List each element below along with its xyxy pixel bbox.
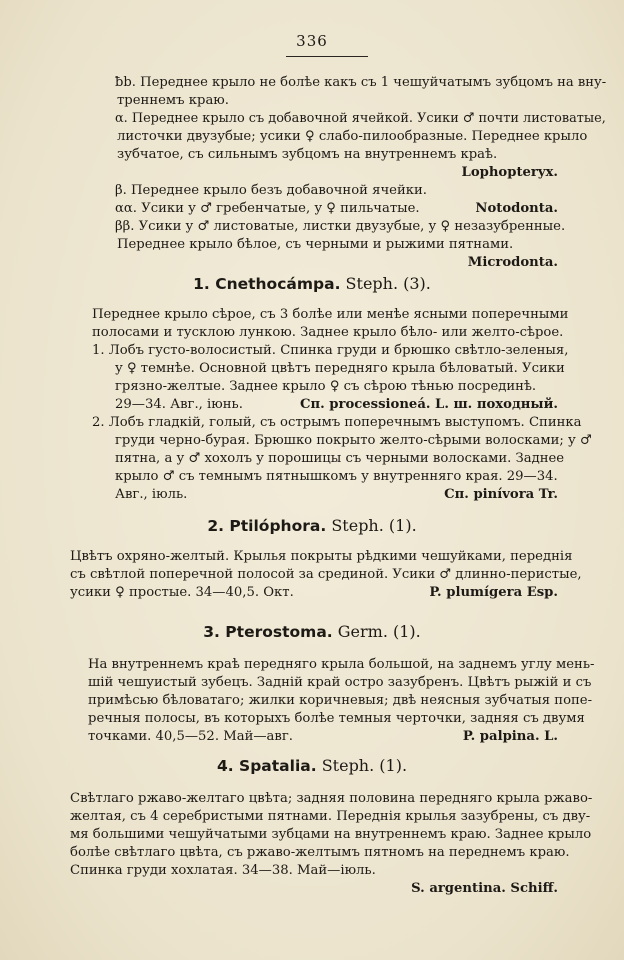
key-line-7: β. Переднее крыло безъ добавочной ячейки. xyxy=(115,183,427,198)
text-line: Переднее крыло сѣрое, съ 3 болѣе или менѣе ясными поперечными xyxy=(92,307,569,322)
text-line: Свѣтлаго ржаво-желтаго цвѣта; задняя половина передняго крыла ржаво- xyxy=(70,791,593,806)
text-line: точками. 40,5—52. Май—авг. xyxy=(88,729,293,744)
genus-heading-3 xyxy=(0,622,624,642)
page-number-rule xyxy=(286,56,368,57)
key-line-2: треннемъ краю. xyxy=(117,93,229,108)
key-line-4: листочки двузубые; усики ♀ слабо-пилообразные. Переднее крыло xyxy=(117,129,588,144)
text-line: примѣсью бѣловатаго; жилки коричневыя; двѣ неясныя зубчатыя попе- xyxy=(88,693,593,708)
genus-author: Germ. (1). xyxy=(337,622,421,641)
text-line: Авг., іюль. xyxy=(115,487,188,502)
key-line-11: Переднее крыло бѣлое, съ черными и рыжими пятнами. xyxy=(117,237,514,252)
genus-name: 3. Pterostoma. xyxy=(203,623,333,641)
key-genus-lophopteryx: Lophopteryx. xyxy=(461,165,558,180)
species-name: P. plumígera Esp. xyxy=(429,585,558,600)
text-line: речныя полосы, въ которыхъ болѣе темныя черточки, задняя съ двумя xyxy=(88,711,585,726)
text-line: груди черно-бурая. Брюшко покрыто желто-сѣрыми волосками; у ♂ xyxy=(115,433,592,448)
text-line: шій чешуистый зубецъ. Задній край остро зазубренъ. Цвѣтъ рыжій и съ xyxy=(88,675,592,690)
text-line: 1. Лобъ густо-волосистый. Спинка груди и брюшко свѣтло-зеленыя, xyxy=(92,343,569,358)
text-line: Спинка груди хохлатая. 34—38. Май—іюль. xyxy=(70,863,376,878)
key-genus-microdonta: Microdonta. xyxy=(467,255,558,270)
page-number: 336 xyxy=(296,32,328,50)
species-name: P. palpina. L. xyxy=(462,729,558,744)
genus-heading-1 xyxy=(0,274,624,294)
text-line: Цвѣтъ охряно-желтый. Крылья покрыты рѣдкими чешуйками, переднія xyxy=(70,549,573,564)
text-line: у ♀ темнѣе. Основной цвѣтъ передняго крыла бѣловатый. Усики xyxy=(115,361,565,376)
genus-author: Steph. (3). xyxy=(345,274,431,293)
genus-heading-2 xyxy=(0,516,624,536)
key-line-1: ƀb. Переднее крыло не болѣе какъ съ 1 чешуйчатымъ зубцомъ на вну- xyxy=(115,75,607,90)
text-line: мя большими чешуйчатыми зубцами на внутреннемъ краю. Заднее крыло xyxy=(70,827,592,842)
text-line: усики ♀ простые. 34—40,5. Окт. xyxy=(70,585,294,600)
text-line: съ свѣтлой поперечной полосой за срединой. Усики ♂ длинно-перистые, xyxy=(70,567,582,582)
genus-author: Steph. (1). xyxy=(321,756,408,775)
genus-name: 4. Spatalia. xyxy=(216,757,317,775)
species-name: Сп. processioneá. L. ш. походный. xyxy=(299,397,558,412)
key-genus-notodonta: Notodonta. xyxy=(475,201,558,216)
key-line-8: αα. Усики у ♂ гребенчатые, у ♀ пильчатые. xyxy=(115,201,420,216)
genus-author: Steph. (1). xyxy=(331,516,417,535)
key-line-10: ββ. Усики у ♂ листоватые, листки двузубые, у ♀ незазубренные. xyxy=(115,219,566,234)
text-line: крыло ♂ съ темнымъ пятнышкомъ у внутренняго края. 29—34. xyxy=(115,469,558,484)
key-line-3: α. Переднее крыло съ добавочной ячейкой. Усики ♂ почти листоватые, xyxy=(115,111,606,126)
text-line: На внутреннемъ краѣ передняго крыла большой, на заднемъ углу мень- xyxy=(88,657,595,672)
genus-name: 2. Ptilóphora. xyxy=(207,517,327,535)
text-line: 29—34. Авг., іюнь. xyxy=(115,397,243,412)
text-line: болѣе свѣтлаго цвѣта, съ ржаво-желтымъ пятномъ на переднемъ краю. xyxy=(70,845,570,860)
text-line: пятна, а у ♂ хохолъ у порошицы съ черными волосками. Заднее xyxy=(115,451,565,466)
genus-name: 1. Cnethocámpa. xyxy=(193,275,341,293)
genus-heading-4 xyxy=(0,756,624,776)
species-name: S. argentina. Schiff. xyxy=(411,881,558,896)
text-line: полосами и тусклою лункою. Заднее крыло бѣло- или желто-сѣрое. xyxy=(92,325,564,340)
key-line-5: зубчатое, съ сильнымъ зубцомъ на внутреннемъ краѣ. xyxy=(117,147,498,162)
text-line: грязно-желтые. Заднее крыло ♀ съ сѣрою тѣнью посрединѣ. xyxy=(115,379,537,394)
text-line: желтая, съ 4 серебристыми пятнами. Переднія крылья зазубрены, съ дву- xyxy=(70,809,591,824)
species-name: Сп. pinívora Tr. xyxy=(444,487,558,502)
text-line: 2. Лобъ гладкій, голый, съ острымъ поперечнымъ выступомъ. Спинка xyxy=(92,415,582,430)
